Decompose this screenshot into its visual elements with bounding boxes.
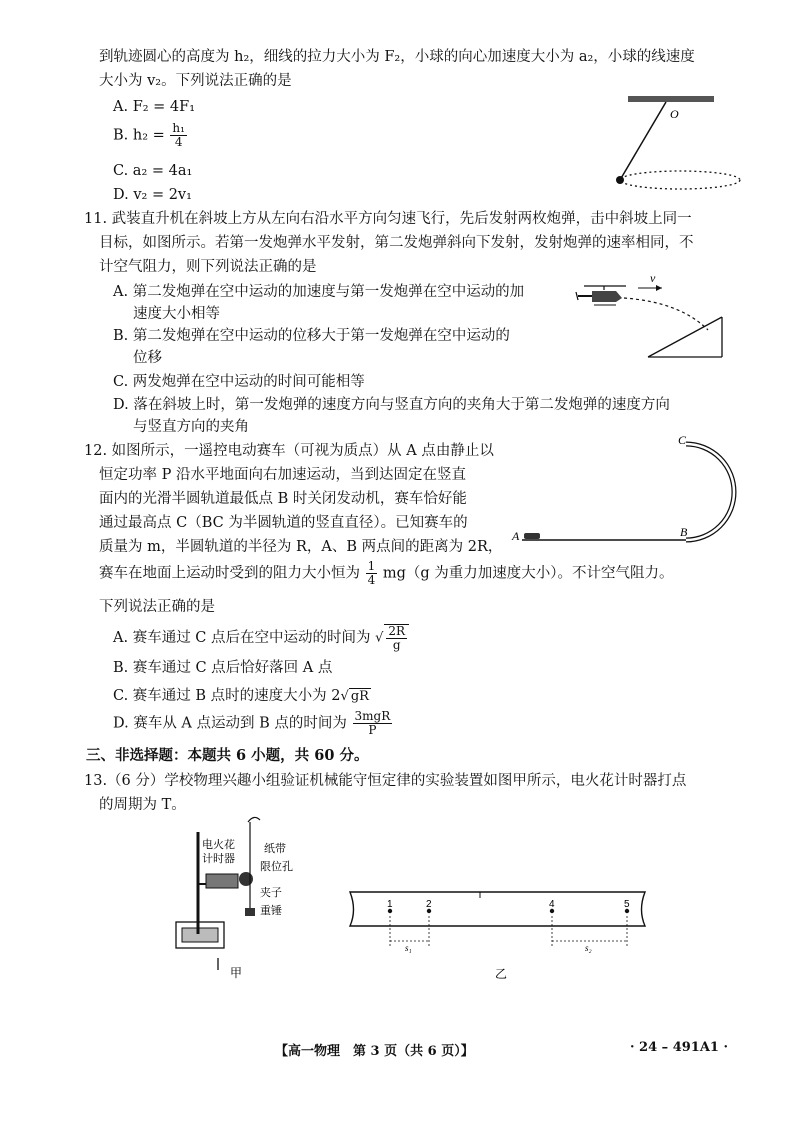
s1-label: s₁	[405, 943, 412, 953]
q12-stem-line5: 质量为 m，半圆轨道的半径为 R，A、B 两点间的距离为 2R，	[99, 539, 503, 555]
timer-label-1: 电火花	[202, 839, 235, 851]
pendulum-ball	[616, 176, 624, 184]
velocity-arrow-head	[656, 285, 662, 291]
q12-option-d-prefix: D. 赛车从 A 点运动到 B 点的时间为	[113, 715, 347, 732]
q12-option-a-denominator: g	[392, 638, 401, 652]
point-2-label: 2	[426, 899, 432, 910]
q11-stem-line1: 11. 武装直升机在斜坡上方从左向右沿水平方向匀速飞行，先后发射两枚炮弹，击中斜坡上同一	[84, 211, 692, 227]
shell-trajectory	[624, 298, 708, 330]
q12-option-a-numerator: 2R	[388, 624, 406, 638]
q13-apparatus-figure	[168, 812, 318, 982]
q11-stem-line3: 计空气阻力，则下列说法正确的是	[99, 259, 317, 275]
q12-option-d-numerator: 3mgR	[354, 709, 391, 723]
q10-stem-line2: 大小为 v₂。下列说法正确的是	[99, 73, 292, 89]
page-footer-center: 【高一物理 第 3 页（共 6 页）】	[275, 1044, 474, 1059]
point-1-label: 1	[387, 899, 393, 910]
q11-option-a-line1: A. 第二发炮弹在空中运动的加速度与第一发炮弹在空中运动的加	[113, 284, 525, 300]
tape-label: 纸带	[264, 843, 286, 855]
q10-option-b-numerator: h₁	[172, 121, 185, 135]
point-a-label: A	[512, 529, 520, 543]
q12-option-d-fraction	[353, 710, 393, 737]
page-footer-code: · 24 – 491A1 ·	[630, 1040, 729, 1055]
figure-yi-caption: 乙	[495, 967, 508, 981]
q13-stem-line1: 13.（6 分）学校物理兴趣小组验证机械能守恒定律的实验装置如图甲所示，电火花计时器打点	[84, 773, 687, 789]
q10-option-d: D. v₂ = 2v₁	[113, 187, 192, 203]
point-5-label: 5	[624, 899, 630, 910]
weight-label: 重锤	[260, 905, 282, 917]
q10-stem-line1: 到轨迹圆心的高度为 h₂，细线的拉力大小为 F₂，小球的向心加速度大小为 a₂，小球的线速度	[99, 49, 695, 65]
orbit-ellipse	[620, 171, 740, 189]
q10-pendulum-figure	[600, 92, 750, 192]
semicircle-track-outer	[686, 444, 734, 540]
q12-option-d-denominator: P	[368, 723, 377, 737]
q12-stem-line1: 12. 如图所示，一遥控电动赛车（可视为质点）从 A 点由静止以	[84, 443, 494, 459]
q12-stem-line6-prefix: 赛车在地面上运动时受到的阻力大小恒为	[99, 565, 360, 582]
q10-option-b	[113, 122, 188, 149]
q11-option-b-line2: 位移	[133, 350, 162, 366]
q12-option-a	[113, 624, 410, 652]
q10-option-a: A. F₂ = 4F₁	[113, 99, 196, 115]
q12-option-c-radicand: gR	[350, 688, 369, 704]
point-o-label: O	[670, 107, 679, 121]
pendulum-string	[620, 102, 666, 180]
q13-tape-figure	[340, 880, 660, 980]
q10-option-b-denominator: 4	[174, 135, 183, 149]
point-b-label: B	[680, 525, 688, 539]
spark-timer-body	[206, 874, 238, 888]
race-car-icon	[524, 533, 540, 539]
clip-label: 夹子	[260, 887, 282, 899]
section-3-heading: 三、非选择题：本题共 6 小题，共 60 分。	[86, 747, 369, 764]
q12-track-figure	[510, 432, 740, 552]
q12-option-d	[113, 710, 393, 737]
q12-friction-fraction	[366, 560, 378, 587]
semicircle-track-inner	[686, 444, 734, 540]
hand-icon	[248, 817, 260, 822]
limit-hole	[239, 872, 253, 886]
q11-option-d-line2: 与竖直方向的夹角	[133, 419, 249, 435]
q12-option-c-sqrt: √ gR	[340, 688, 369, 704]
q12-stem-line2: 恒定功率 P 沿水平地面向右加速运动，当到达固定在竖直	[99, 467, 466, 483]
q11-option-d-line1: D. 落在斜坡上时，第一发炮弹的速度方向与竖直方向的夹角大于第二发炮弹的速度方向	[113, 397, 670, 413]
q12-stem-line6-suffix: mg（g 为重力加速度大小）。不计空气阻力。	[382, 565, 674, 582]
q12-option-a-sqrt: √ $\frac{2R}{g}$	[375, 624, 410, 652]
q11-option-c: C. 两发炮弹在空中运动的时间可能相等	[113, 374, 365, 390]
q11-option-b-line1: B. 第二发炮弹在空中运动的位移大于第一发炮弹在空中运动的	[113, 328, 510, 344]
timer-label-2: 计时器	[202, 853, 235, 865]
q12-option-c-prefix: C. 赛车通过 B 点时的速度大小为 2	[113, 688, 341, 704]
q13-stem-line2: 的周期为 T。	[99, 797, 186, 813]
point-c-label: C	[678, 433, 687, 447]
q10-option-b-prefix: B. h₂ =	[113, 127, 165, 144]
q11-stem-line2: 目标，如图所示。若第一发炮弹水平发射，第二发炮弹斜向下发射，发射炮弹的速率相同，不	[99, 235, 694, 251]
q12-option-b: B. 赛车通过 C 点后恰好落回 A 点	[113, 660, 333, 676]
tape-strip	[350, 892, 645, 926]
hole-label: 限位孔	[260, 861, 293, 873]
q11-option-a-line2: 速度大小相等	[133, 306, 220, 322]
q12-friction-denominator: 4	[367, 573, 376, 587]
q12-stem-line3: 面内的光滑半圆轨道最低点 B 时关闭发动机，赛车恰好能	[99, 491, 467, 507]
slope-line	[648, 317, 722, 357]
base-top	[182, 928, 218, 942]
q12-stem-line4: 通过最高点 C（BC 为半圆轨道的竖直直径）。已知赛车的	[99, 515, 468, 531]
velocity-label: v	[650, 271, 656, 285]
s2-label: s₂	[585, 943, 592, 953]
q12-option-c	[113, 684, 371, 705]
q12-stem-line6	[99, 560, 674, 587]
q11-helicopter-figure	[570, 272, 730, 367]
q10-option-b-fraction	[170, 122, 187, 149]
q12-stem-line7: 下列说法正确的是	[99, 599, 215, 615]
figure-jia-caption: 甲	[230, 966, 243, 980]
helicopter-icon	[576, 286, 626, 305]
q12-friction-numerator: 1	[367, 559, 376, 573]
q10-option-c: C. a₂ = 4a₁	[113, 163, 193, 179]
q12-option-a-prefix: A. 赛车通过 C 点后在空中运动的时间为	[113, 630, 371, 646]
point-4-label: 4	[549, 899, 555, 910]
weight-icon	[245, 908, 255, 916]
ceiling-bar	[628, 96, 714, 102]
